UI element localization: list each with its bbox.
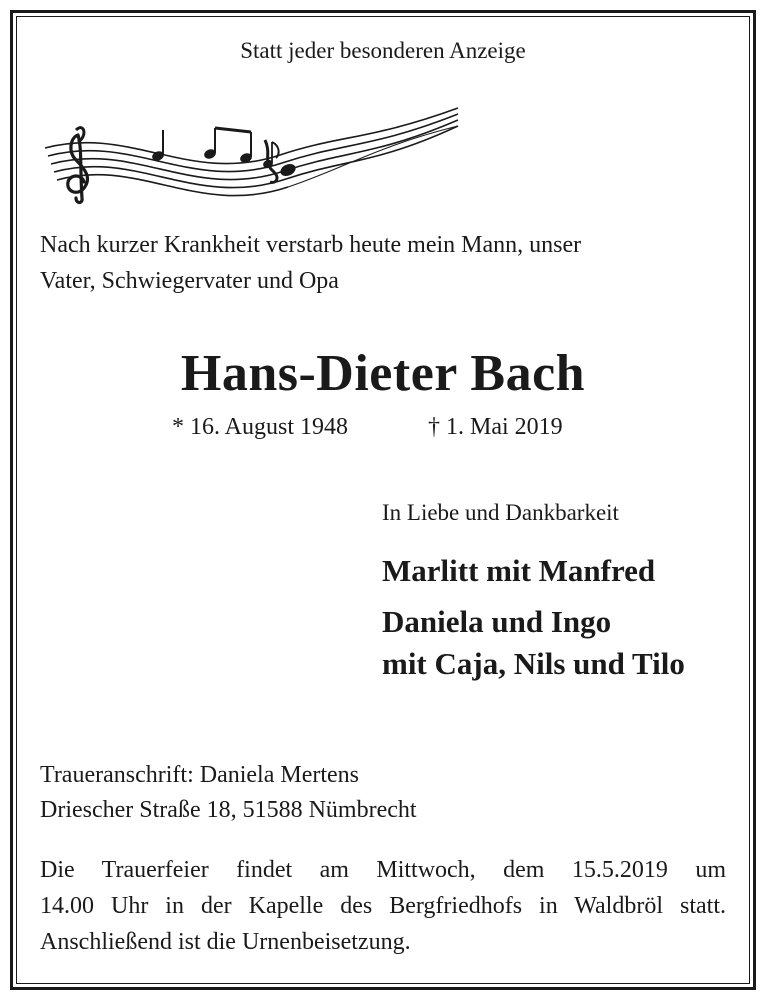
- service-line-2: 14.00 Uhr in der Kapelle des Bergfriedhofs in Waldbröl statt.: [40, 893, 726, 919]
- deceased-name: Hans-Dieter Bach: [180, 345, 586, 402]
- intro-line-2: Vater, Schwiegervater und Opa: [40, 268, 339, 294]
- header-line: Statt jeder besonderen Anzeige: [240, 38, 526, 63]
- mourning-address-line-2: Driescher Straße 18, 51588 Nümbrecht: [40, 797, 417, 823]
- service-line-1: Die Trauerfeier findet am Mittwoch, dem 15.5.2019 um: [40, 857, 726, 883]
- birth-date: * 16. August 1948: [172, 414, 349, 440]
- death-date: † 1. Mai 2019: [428, 414, 563, 440]
- family-line-3: mit Caja, Nils und Tilo: [382, 646, 685, 681]
- intro-line-1: Nach kurzer Krankheit verstarb heute mein Mann, unser: [40, 232, 582, 258]
- family-line-2: Daniela und Ingo: [382, 604, 612, 639]
- dedication: In Liebe und Dankbarkeit: [382, 500, 619, 525]
- music-staff-icon: [40, 100, 460, 205]
- service-line-3: Anschließend ist die Urnenbeisetzung.: [40, 929, 411, 955]
- family-line-1: Marlitt mit Manfred: [382, 553, 656, 588]
- mourning-address-line-1: Traueranschrift: Daniela Mertens: [40, 762, 360, 788]
